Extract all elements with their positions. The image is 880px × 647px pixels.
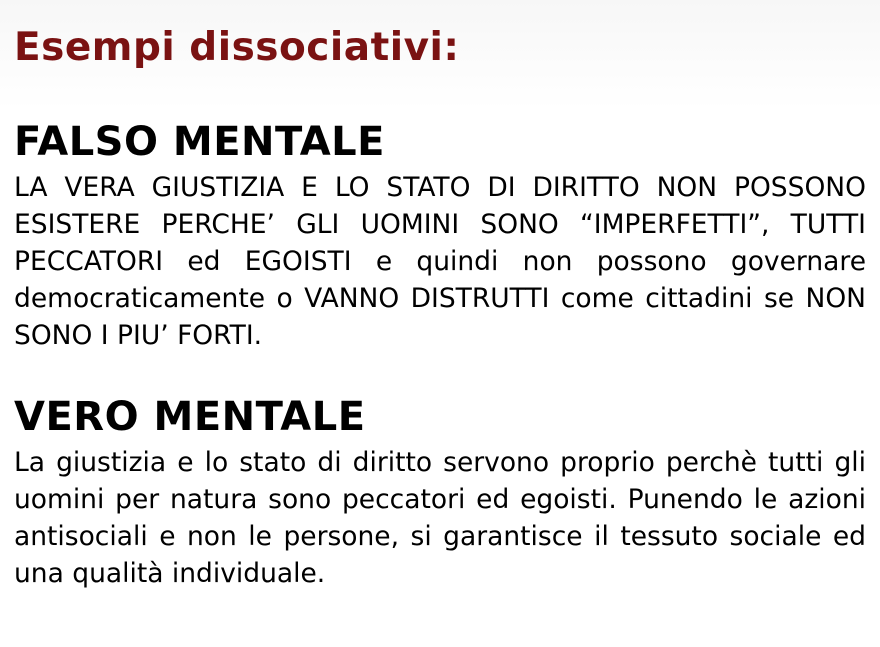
false-mental-heading: FALSO MENTALE: [14, 119, 385, 165]
slide-title: Esempi dissociativi:: [14, 25, 460, 70]
false-mental-text: LA VERA GIUSTIZIA E LO STATO DI DIRITTO NON POSSONO ESISTERE PERCHE’ GLI UOMINI SONO “IMPERFETTI”, TUTTI PECCATORI ed EGOISTI e quindi non possono governare democraticamente o VANNO DISTRUTTI come cittadini se NON SONO I PIU’ FORTI.: [14, 172, 866, 351]
true-mental-heading: VERO MENTALE: [14, 394, 366, 440]
true-mental-text: La giustizia e lo stato di diritto servono proprio perchè tutti gli uomini per natura sono peccatori ed egoisti. Punendo le azioni antisociali e non le persone, si garantisce il tessuto sociale ed una qualità individuale.: [14, 447, 866, 589]
